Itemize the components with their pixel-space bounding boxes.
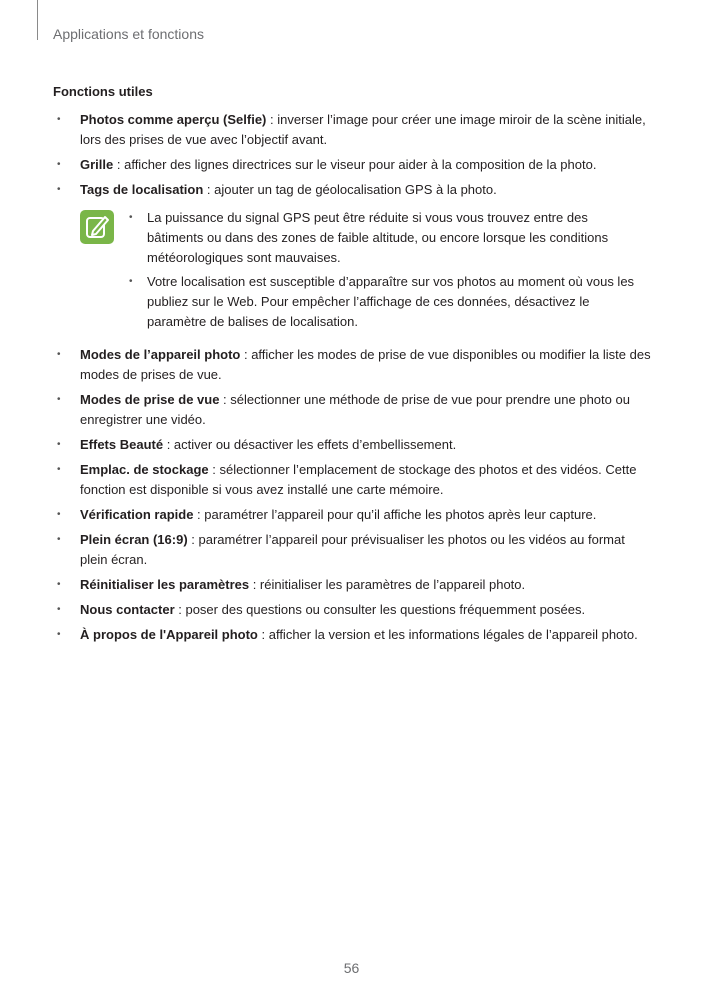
note-list	[126, 208, 646, 336]
bullet: •	[129, 212, 133, 223]
item-description: : ajouter un tag de géolocalisation GPS à la photo.	[203, 182, 497, 197]
bullet: •	[57, 629, 61, 640]
list-item	[53, 435, 653, 455]
item-term: Modes de prise de vue	[80, 392, 220, 407]
list-item	[53, 625, 653, 645]
item-term: Effets Beauté	[80, 437, 164, 452]
bullet: •	[57, 604, 61, 615]
list-item	[53, 345, 653, 385]
item-description: : afficher des lignes directrices sur le viseur pour aider à la composition de la photo.	[113, 157, 597, 172]
bullet: •	[57, 579, 61, 590]
section-title: Fonctions utiles	[53, 84, 153, 99]
item-description: : paramétrer l’appareil pour qu’il affiche les photos après leur capture.	[193, 507, 597, 522]
item-term: Grille	[80, 157, 114, 172]
item-description: : afficher la version et les informations légales de l’appareil photo.	[257, 627, 638, 642]
list-item	[53, 390, 653, 430]
item-term: Réinitialiser les paramètres	[80, 577, 250, 592]
bullet: •	[57, 464, 61, 475]
note-item	[126, 208, 646, 268]
note-item	[126, 272, 646, 332]
list-item	[53, 575, 653, 595]
item-term: À propos de l'Appareil photo	[80, 627, 258, 642]
item-term: Nous contacter	[80, 602, 175, 617]
note-pencil-icon	[80, 210, 114, 244]
item-term: Vérification rapide	[80, 507, 194, 522]
bullet: •	[57, 509, 61, 520]
feature-list-top	[53, 110, 653, 205]
list-item	[53, 530, 653, 570]
item-description: : inverser l’image pour créer une image miroir de la scène initiale, lors des prises de vue avec l’objectif avant.	[80, 112, 646, 147]
page-number: 56	[343, 960, 360, 976]
item-description: : poser des questions ou consulter les questions fréquemment posées.	[174, 602, 586, 617]
bullet: •	[57, 439, 61, 450]
note-text: La puissance du signal GPS peut être réduite si vous vous trouvez entre des bâtiments ou dans des zones de faible altitude, ou encore lorsque les conditions météorologiques sont mauvaises.	[147, 210, 609, 265]
bullet: •	[129, 276, 133, 287]
header-divider	[37, 0, 38, 40]
item-term: Emplac. de stockage	[80, 462, 209, 477]
bullet: •	[57, 159, 61, 170]
item-term: Plein écran (16:9)	[80, 532, 188, 547]
list-item	[53, 180, 653, 200]
page-header: Applications et fonctions	[53, 26, 204, 42]
item-description: : paramétrer l’appareil pour prévisualiser les photos ou les vidéos au format plein écran.	[80, 532, 625, 567]
list-item	[53, 155, 653, 175]
item-term: Photos comme aperçu (Selfie)	[80, 112, 267, 127]
item-description: : afficher les modes de prise de vue disponibles ou modifier la liste des modes de prises de vue.	[80, 347, 651, 382]
list-item	[53, 600, 653, 620]
bullet: •	[57, 184, 61, 195]
feature-list-bottom	[53, 345, 653, 650]
item-description: : sélectionner une méthode de prise de vue pour prendre une photo ou enregistrer une vidéo.	[80, 392, 630, 427]
note-text: Votre localisation est susceptible d’apparaître sur vos photos au moment où vous les publiez sur le Web. Pour empêcher l’affichage de ces données, désactivez le paramètre de balises de localisation.	[147, 274, 635, 329]
item-description: : sélectionner l’emplacement de stockage des photos et des vidéos. Cette fonction est disponible si vous avez installé une carte mémoire.	[80, 462, 637, 497]
item-description: : activer ou désactiver les effets d’embellissement.	[163, 437, 457, 452]
item-term: Modes de l’appareil photo	[80, 347, 241, 362]
list-item	[53, 505, 653, 525]
list-item	[53, 110, 653, 150]
bullet: •	[57, 349, 61, 360]
bullet: •	[57, 534, 61, 545]
item-description: : réinitialiser les paramètres de l’appareil photo.	[249, 577, 526, 592]
item-term: Tags de localisation	[80, 182, 204, 197]
list-item	[53, 460, 653, 500]
bullet: •	[57, 394, 61, 405]
bullet: •	[57, 114, 61, 125]
